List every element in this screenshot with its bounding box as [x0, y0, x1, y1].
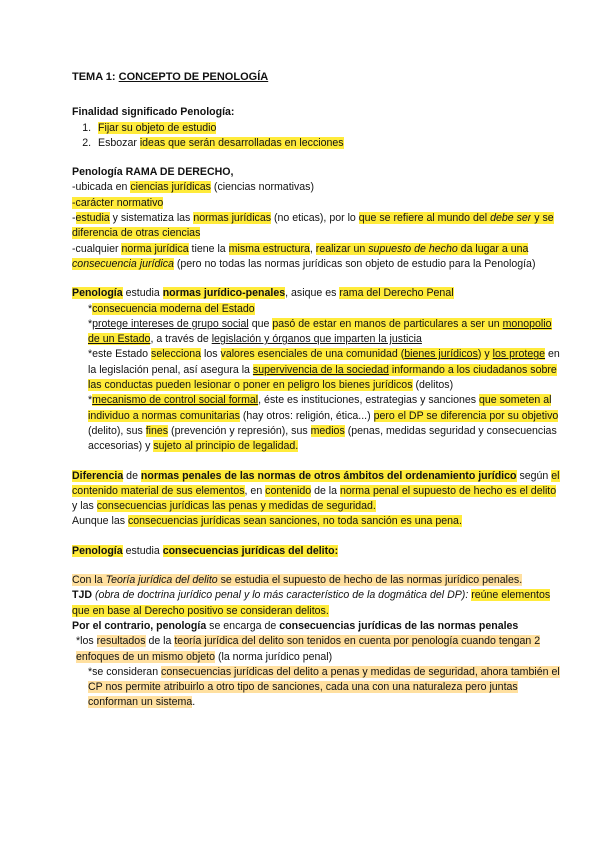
- title-prefix: TEMA 1:: [72, 71, 119, 83]
- list-item: 1. Fijar su objeto de estudio: [94, 121, 560, 136]
- paragraph: Con la Teoría jurídica del delito se estudia el supuesto de hecho de las normas jurídico penales.: [72, 574, 523, 587]
- paragraph: Por el contrario, penología se encarga de consecuencias jurídicas de las normas penales: [72, 619, 519, 632]
- section-finalidad-heading: Finalidad significado Penología:: [72, 106, 235, 119]
- section-diferencia: Diferencia de normas penales de las normas de otros ámbitos del ordenamiento jurídico según el contenido material de sus elementos, en contenido de la norma penal el supuesto de hecho es el delito y las consecuencias jurídicas las penas y medidas de seguridad.: [72, 469, 560, 513]
- paragraph: -carácter normativo: [72, 196, 164, 209]
- section-rama-heading: Penología RAMA DE DERECHO,: [72, 166, 234, 179]
- section-consecuencias-heading: Penología estudia consecuencias jurídicas del delito:: [72, 544, 339, 557]
- paragraph: *consecuencia moderna del Estado: [88, 302, 255, 315]
- paragraph: *se consideran consecuencias jurídicas del delito a penas y medidas de seguridad, ahora también el CP nos permite atribuirlo a otro tipo de sanciones, cada una con una naturaleza pero juntas conforman un sistema.: [88, 665, 560, 709]
- title-main: CONCEPTO DE PENOLOGÍA: [118, 71, 269, 83]
- finalidad-list: [72, 121, 560, 152]
- section-normas-penales: Penología estudia normas jurídico-penales, asique es rama del Derecho Penal: [72, 287, 454, 300]
- paragraph: Aunque las consecuencias jurídicas sean sanciones, no toda sanción es una pena.: [72, 515, 462, 528]
- paragraph: TJD (obra de doctrina jurídico penal y lo más característico de la dogmática del DP): reúne elementos que en base al Derecho positivo se consideran delitos.: [72, 589, 551, 617]
- page-title: [72, 70, 560, 85]
- paragraph: *mecanismo de control social formal, éste es instituciones, estrategias y sanciones que someten al individuo a normas comunitarias (hay otros: religión, ética...) pero el DP se diferencia por su objetivo (delito), sus fines (prevención y represión), sus medios (penas, medidas seguridad y consecuencias accesorias) y sujeto al principio de legalidad.: [88, 394, 559, 453]
- paragraph: *los resultados de la teoría jurídica del delito son tenidos en cuenta por penología cuando tengan 2 enfoques de un mismo objeto (la norma jurídico penal): [76, 635, 541, 663]
- paragraph: -ubicada en ciencias jurídicas (ciencias normativas): [72, 181, 315, 194]
- paragraph: *protege intereses de grupo social que pasó de estar en manos de particulares a ser un monopolio de un Estado, a través de legislación y órganos que imparten la justicia: [88, 317, 552, 346]
- paragraph: -estudia y sistematiza las normas jurídicas (no eticas), por lo que se refiere al mundo del debe ser y se diferencia de otras ciencias: [72, 212, 554, 240]
- list-item: 2. Esbozar ideas que serán desarrolladas en lecciones: [94, 136, 560, 151]
- paragraph: -cualquier norma jurídica tiene la misma estructura, realizar un supuesto de hecho da lugar a una consecuencia jurídica (pero no todas las normas jurídicas son objeto de estudio para la Penología): [72, 242, 536, 270]
- paragraph: *este Estado selecciona los valores esenciales de una comunidad (bienes jurídicos) y los protege en la legislación penal, así asegura la supervivencia de la sociedad informando a los ciudadanos sobre las conductas pueden lesionar o poner en peligro los bienes jurídicos (delitos): [88, 348, 560, 392]
